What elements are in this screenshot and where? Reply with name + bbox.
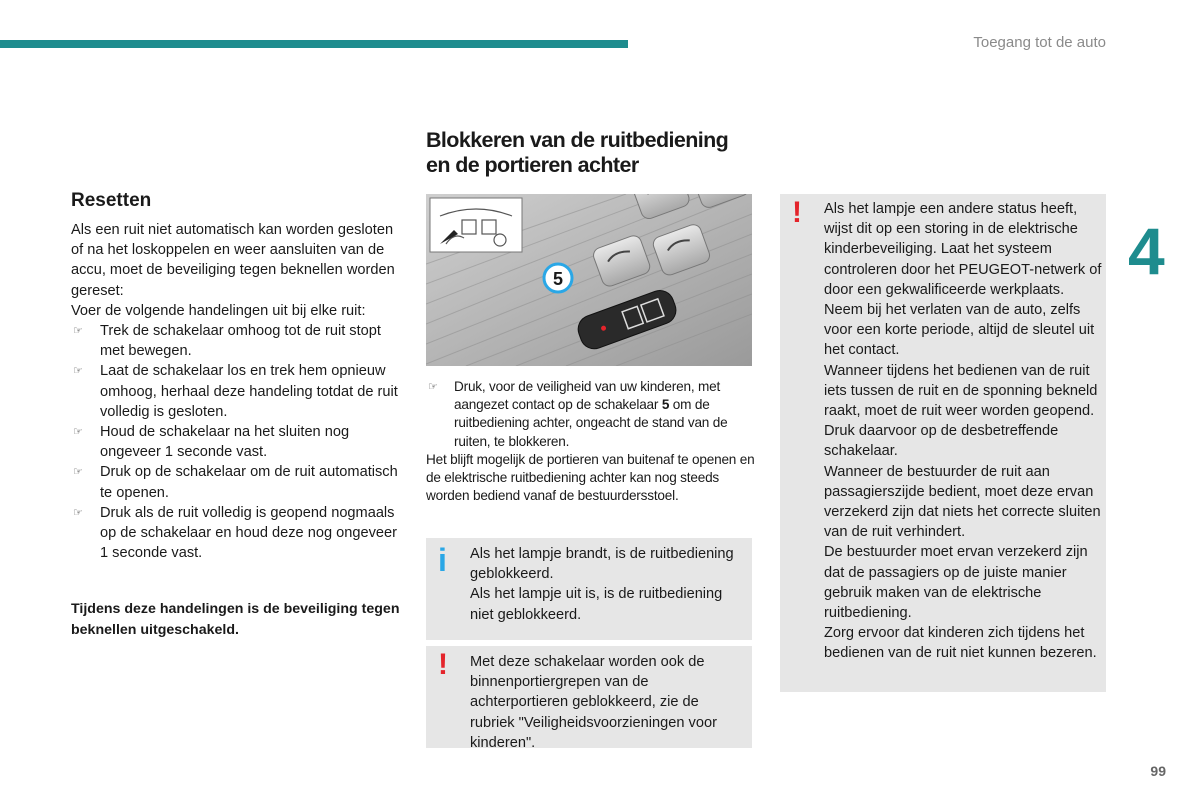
reset-section [71, 190, 401, 640]
lock-step-after: om de ruitbediening achter, ongeacht de stand van de ruiten, te blokkeren. [454, 397, 728, 449]
reset-step-text: Druk op de schakelaar om de ruit automatisch te openen. [100, 464, 398, 501]
warning-paragraph: Zorg ervoor dat kinderen zich tijdens het bedienen van de ruit niet kunnen bezeren. [824, 625, 1097, 662]
warning-paragraph: De bestuurder moet ervan verzekerd zijn dat de passagiers op de juiste manier gebruik maken van de elektrische ruitbediening. [824, 544, 1088, 622]
lock-instructions [426, 378, 756, 505]
warning-text: Met deze schakelaar worden ook de binnenportiergrepen van de achterportieren geblokkeerd, zie de rubriek "Veiligheidsvoorzieningen voor kinderen". [470, 654, 717, 751]
warning-icon: ! [438, 648, 448, 681]
reset-step-text: Houd de schakelaar na het sluiten nog ongeveer 1 seconde vast. [100, 424, 350, 461]
reset-step-text: Trek de schakelaar omhoog tot de ruit stopt met bewegen. [100, 323, 381, 360]
reset-heading: Resetten [71, 190, 152, 211]
warning-paragraph: Wanneer de bestuurder de ruit aan passagierszijde bedient, moet deze ervan verzekerd zijn dat niets het correcte sluiten van de ruit verhindert. [824, 463, 1101, 541]
reset-step-text: Laat de schakelaar los en trek hem opnieuw omhoog, herhaal deze handeling totdat de ruit volledig is gesloten. [100, 363, 398, 420]
reset-step [71, 422, 401, 462]
callout-label: 5 [552, 269, 564, 289]
pointing-hand-icon: ☞ [73, 426, 83, 439]
lock-step [426, 378, 756, 451]
reset-note: Tijdens deze handelingen is de beveiliging tegen beknellen uitgeschakeld. [71, 601, 400, 638]
pointing-hand-icon: ☞ [73, 466, 83, 479]
switch-panel-photo [426, 194, 752, 366]
warning-paragraph: Neem bij het verlaten van de auto, zelfs voor een korte periode, altijd de sleutel uit het contact. [824, 302, 1095, 359]
pointing-hand-icon: ☞ [73, 325, 83, 338]
pointing-hand-icon: ☞ [73, 365, 83, 378]
lock-step-before: Druk, voor de veiligheid van uw kinderen, met aangezet contact op de schakelaar [454, 379, 721, 413]
info-box [426, 538, 752, 640]
page-number: 99 [1150, 763, 1166, 779]
reset-step [71, 462, 401, 502]
warning-box [426, 646, 752, 751]
pointing-hand-icon: ☞ [428, 381, 438, 393]
warning-icon: ! [792, 196, 802, 229]
chapter-number: 4 [1128, 214, 1165, 288]
info-text [470, 544, 746, 625]
reset-intro: Als een ruit niet automatisch kan worden gesloten of na het loskoppelen en weer aansluiten van de accu, moet de beveiliging tegen beknellen worden gereset: [71, 222, 395, 299]
warning-box-right [780, 194, 1106, 692]
reset-step [71, 503, 401, 564]
reset-step [71, 361, 401, 422]
info-icon: i [438, 542, 447, 578]
lock-paragraph: Het blijft mogelijk de portieren van buitenaf te openen en de elektrische ruitbediening achter kan nog steeds worden bediend vanaf de bestuurdersstoel. [426, 451, 755, 504]
info-line-2: Als het lampje uit is, is de ruitbediening niet geblokkeerd. [470, 586, 723, 623]
warning-paragraph: Als het lampje een andere status heeft, wijst dit op een storing in de elektrische kinderbeveiliging. Laat het systeem controleren door het PEUGEOT-netwerk of door een gekwalificeerde werkplaats. [824, 201, 1102, 298]
warning-text-right [824, 199, 1104, 664]
lock-heading-line1: Blokkeren van de ruitbediening [426, 128, 729, 152]
warning-paragraph: Wanneer tijdens het bedienen van de ruit iets tussen de ruit en de sponning bekneld raakt, moet de ruit weer worden geopend. Druk daarvoor op de desbetreffende schakelaar. [824, 362, 1098, 460]
reset-step [71, 321, 401, 361]
lock-heading-line2: en de portieren achter [426, 153, 639, 177]
pointing-hand-icon: ☞ [73, 506, 83, 519]
reset-lead: Voer de volgende handelingen uit bij elke ruit: [71, 302, 366, 319]
lock-heading [426, 128, 766, 178]
chapter-title: Toegang tot de auto [973, 34, 1106, 51]
lock-step-bold: 5 [661, 397, 670, 413]
info-line-1: Als het lampje brandt, is de ruitbediening geblokkeerd. [470, 546, 734, 583]
reset-step-text: Druk als de ruit volledig is geopend nogmaals op de schakelaar en houd deze nog ongeveer 1 seconde vast. [100, 504, 397, 562]
header-accent-bar [0, 40, 628, 48]
